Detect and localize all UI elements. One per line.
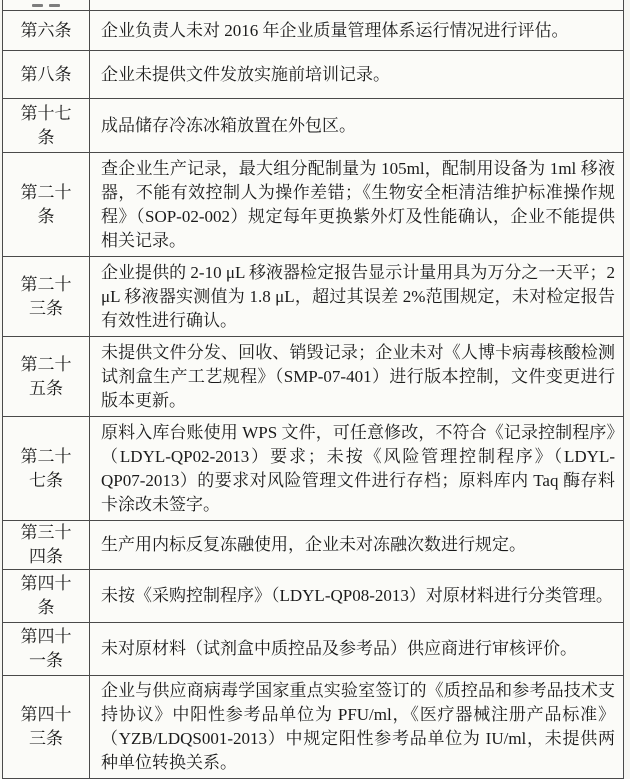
article-number-cell [3, 623, 90, 675]
article-number: 第八条 [20, 64, 72, 84]
article-number: 第二十三条 [20, 274, 72, 318]
finding-text: 未对原材料（试剂盒中质控品及参考品）供应商进行审核评价。 [101, 639, 577, 658]
finding-cell [90, 11, 623, 50]
article-number: 第二十五条 [20, 354, 72, 398]
article-number: 第二十条 [20, 182, 72, 226]
finding-cell [90, 417, 623, 520]
article-number: 第十七条 [20, 103, 72, 147]
article-number-cell [3, 570, 90, 622]
table-row [3, 256, 623, 336]
article-number: 第四十一条 [20, 627, 72, 670]
finding-cell [90, 337, 623, 416]
finding-text: 企业未提供文件发放实施前培训记录。 [101, 64, 390, 84]
article-number-cell [3, 153, 90, 256]
finding-cell [90, 153, 623, 256]
finding-cell [90, 570, 623, 622]
table-row [3, 98, 623, 152]
clipped-finding-cell [90, 0, 623, 10]
finding-text: 未按《采购控制程序》（LDYL-QP08-2013）对原材料进行分类管理。 [101, 586, 613, 605]
table-row [3, 152, 623, 256]
table-row [3, 622, 623, 675]
table-row [3, 520, 623, 569]
finding-text: 企业负责人未对 2016 年企业质量管理体系运行情况进行评估。 [101, 20, 569, 40]
finding-cell [90, 257, 623, 336]
finding-cell [90, 521, 623, 569]
finding-text: 生产用内标反复冻融使用，企业未对冻融次数进行规定。 [101, 535, 526, 554]
article-number-cell [3, 51, 90, 98]
clipped-top-row [3, 0, 623, 10]
article-number: 第四十三条 [20, 705, 72, 748]
finding-text: 成品储存冷冻冰箱放置在外包区。 [101, 115, 356, 135]
article-number-cell [3, 417, 90, 520]
article-number-cell [3, 521, 90, 569]
article-number-cell [3, 99, 90, 152]
article-number-cell [3, 337, 90, 416]
finding-cell [90, 51, 623, 98]
table-row [3, 10, 623, 50]
table-row [3, 336, 623, 416]
article-number-cell [3, 257, 90, 336]
findings-table [2, 0, 624, 779]
article-number: 第四十条 [20, 574, 72, 617]
finding-cell [90, 99, 623, 152]
table-row [3, 569, 623, 622]
finding-text: 企业与供应商病毒学国家重点实验室签订的《质控品和参考品技术支持协议》中阳性参考品单位为 PFU/ml，《医疗器械注册产品标准》（YZB/LDQS001-2013）中规定阳性参考品单位为 IU/ml，未提供两种单位转换关系。 [101, 681, 615, 772]
table-row [3, 50, 623, 98]
clipped-article-cell [3, 0, 90, 10]
table-row [3, 416, 623, 520]
article-number-cell [3, 676, 90, 778]
article-number: 第三十四条 [20, 523, 72, 566]
finding-text: 未提供文件分发、回收、销毁记录；企业未对《人博卡病毒核酸检测试剂盒生产工艺规程》（SMP-07-401）进行版本控制，文件变更进行版本更新。 [101, 342, 615, 410]
finding-cell [90, 676, 623, 778]
finding-text: 原料入库台账使用 WPS 文件，可任意修改，不符合《记录控制程序》（LDYL-QP02-2013）要求；未按《风险管理控制程序》（LDYL-QP07-2013）的要求对风险管理文件进行存档；原料库内 Taq 酶存料卡涂改未签字。 [101, 422, 615, 514]
article-number-cell [3, 11, 90, 50]
finding-text: 企业提供的 2-10 μL 移液器检定报告显示计量用具为万分之一天平；2 μL 移液器实测值为 1.8 μL，超过其误差 2%范围规定，未对检定报告有效性进行确认。 [101, 262, 615, 330]
table-row [3, 675, 623, 778]
clipped-text-remnant [32, 4, 60, 7]
finding-text: 查企业生产记录，最大组分配制量为 105ml，配制用设备为 1ml 移液器，不能有效控制人为操作差错；《生物安全柜清洁维护标准操作规程》（SOP-02-002）规定每年更换紫外灯及性能确认，企业不能提供相关记录。 [101, 158, 615, 250]
finding-cell [90, 623, 623, 675]
article-number: 第六条 [20, 20, 72, 40]
article-number: 第二十七条 [20, 446, 72, 490]
